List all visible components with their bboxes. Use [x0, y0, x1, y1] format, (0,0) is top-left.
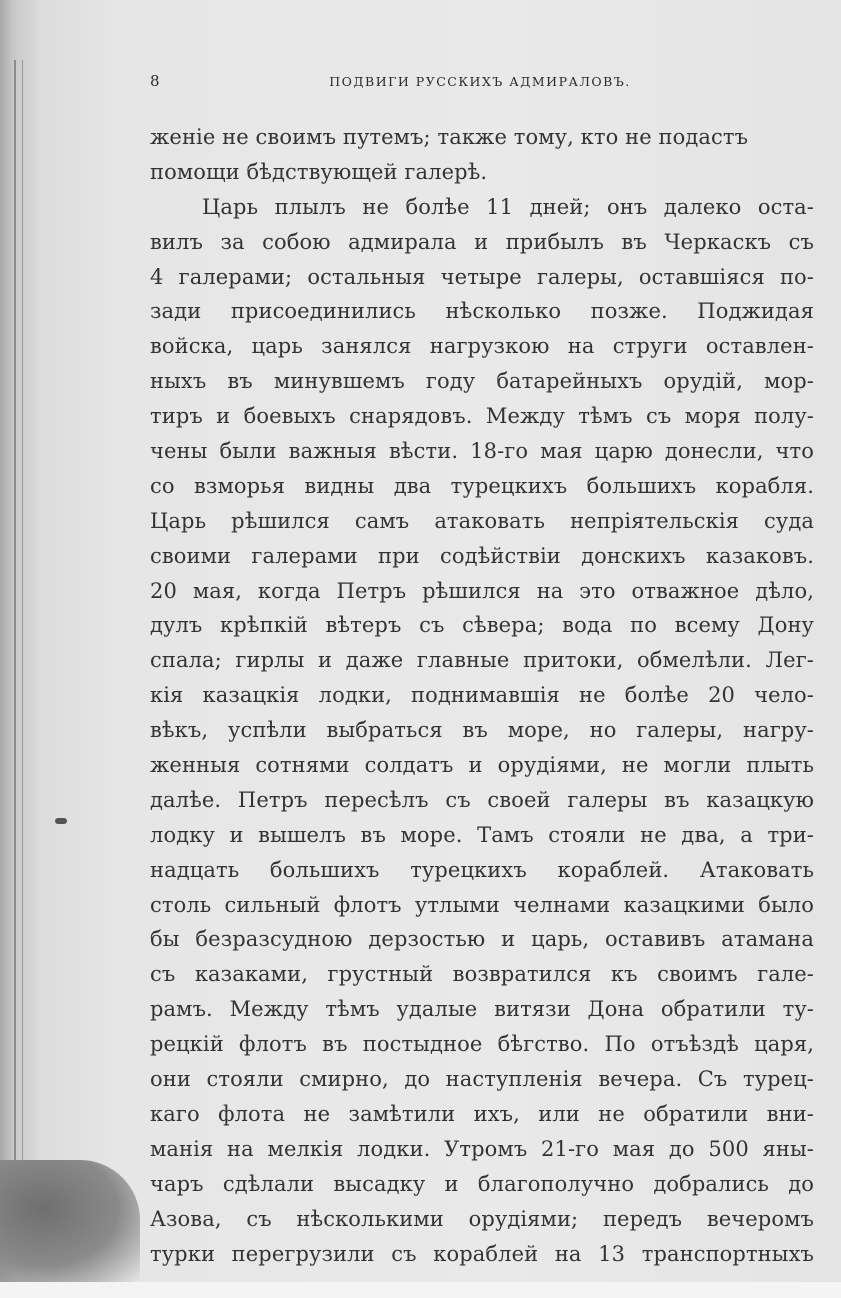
- text-line: своими галерами при содѣйствіи донскихъ казаковъ.: [150, 543, 814, 568]
- text-line: далѣе. Петръ пересѣлъ съ своей галеры въ казацкую: [150, 787, 814, 812]
- text-line: ныхъ въ минувшемъ году батарейныхъ орудій, мор-: [150, 369, 814, 394]
- page-number: 8: [150, 72, 160, 90]
- text-line: чаръ сдѣлали высадку и благополучно добрались до: [150, 1171, 814, 1196]
- text-line: каго флота не замѣтили ихъ, или не обратили вни-: [150, 1101, 814, 1126]
- text-line: спала; гирлы и даже главные притоки, обмелѣли. Лег-: [150, 648, 814, 673]
- text-line: кія казацкія лодки, поднимавшія не болѣе 20 чело-: [150, 683, 814, 708]
- running-title: ПОДВИГИ РУССКИХЪ АДМИРАЛОВЪ.: [329, 74, 631, 89]
- text-line: Царь рѣшился самъ атаковать непріятельскія суда: [150, 508, 814, 533]
- text-line: зади присоединились нѣсколько позже. Поджидая: [150, 299, 814, 324]
- text-line: войска, царь занялся нагрузкою на струги оставлен-: [150, 334, 814, 359]
- text-line: съ казаками, грустный возвратился къ своимъ гале-: [150, 962, 814, 987]
- ink-speck: [55, 818, 67, 824]
- text-line: помощи бѣдствующей галерѣ.: [150, 159, 488, 184]
- text-line: дулъ крѣпкій вѣтеръ съ сѣвера; вода по всему Дону: [150, 613, 814, 638]
- text-line: со взморья видны два турецкихъ большихъ корабля.: [150, 473, 814, 498]
- body-text: [150, 120, 814, 1271]
- text-line: женіе не своимъ путемъ; также тому, кто не подастъ: [150, 125, 749, 149]
- text-line: тиръ и боевыхъ снарядовъ. Между тѣмъ съ моря полу-: [150, 404, 814, 429]
- text-line: вѣкъ, успѣли выбраться въ море, но галеры, нагру-: [150, 718, 814, 743]
- binding-line: [14, 60, 16, 1160]
- text-line: 20 мая, когда Петръ рѣшился на это отважное дѣло,: [150, 578, 814, 603]
- scan-edge: [0, 1282, 841, 1298]
- text-line: столь сильный флотъ утлыми челнами казацкими было: [150, 892, 814, 917]
- text-line: 4 галерами; остальныя четыре галеры, оставшіяся по-: [150, 264, 814, 289]
- text-line: надцать большихъ турецкихъ кораблей. Атаковать: [150, 857, 814, 882]
- text-line: бы безразсудною дерзостью и царь, оставивъ атамана: [150, 927, 814, 952]
- thumb-shadow: [0, 1160, 140, 1282]
- text-line: Азова, съ нѣсколькими орудіями; передъ вечеромъ: [150, 1206, 814, 1231]
- text-line: рецкій флотъ въ постыдное бѣгство. По отъѣздѣ царя,: [150, 1032, 814, 1057]
- text-line: они стояли смирно, до наступленія вечера. Съ турец-: [150, 1067, 814, 1092]
- binding-line: [22, 60, 23, 1160]
- page-header: [150, 72, 810, 94]
- text-line: лодку и вышелъ въ море. Тамъ стояли не два, а три-: [150, 822, 814, 847]
- text-line: рамъ. Между тѣмъ удалые витязи Дона обратили ту-: [150, 997, 814, 1022]
- text-line: манія на мелкія лодки. Утромъ 21-го мая до 500 яны-: [150, 1136, 814, 1161]
- text-line: турки перегрузили съ кораблей на 13 транспортныхъ: [150, 1241, 814, 1266]
- text-line: женныя сотнями солдатъ и орудіями, не могли плыть: [150, 753, 814, 778]
- text-line: чены были важныя вѣсти. 18-го мая царю донесли, что: [150, 439, 814, 464]
- text-line: Царь плылъ не болѣе 11 дней; онъ далеко оста-: [202, 194, 814, 219]
- text-line: вилъ за собою адмирала и прибылъ въ Черкаскъ съ: [150, 229, 814, 254]
